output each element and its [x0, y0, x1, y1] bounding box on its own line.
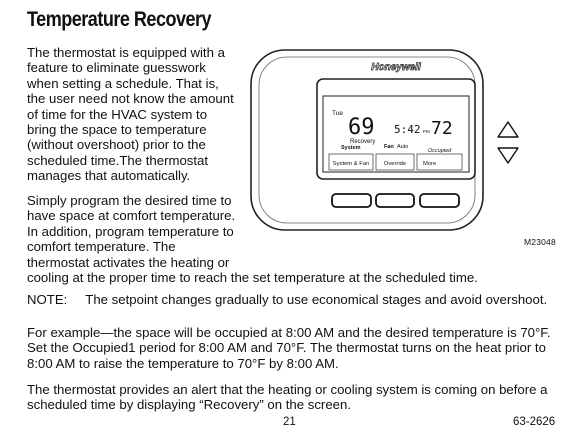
program-line: cooling at the proper time to reach the set temperature at the scheduled time.: [27, 270, 478, 286]
page-number: 21: [283, 416, 296, 428]
intro-line: (without overshoot) prior to the: [27, 137, 206, 153]
intro-line: when setting a schedule. That is,: [27, 75, 219, 91]
time-readout: 5:42: [394, 123, 421, 136]
program-line: thermostat activates the heating or: [27, 254, 230, 270]
brand-logo: Honeywell: [371, 62, 421, 73]
program-line: comfort temperature. The: [27, 239, 176, 255]
intro-line: the user need not know the amount: [27, 91, 234, 107]
up-arrow-icon: [498, 122, 518, 137]
note-paragraph: [27, 292, 547, 307]
recovery-indicator: Recovery: [350, 139, 376, 145]
document-number: 63-2626: [513, 416, 556, 428]
program-line: Simply program the desired time to: [27, 193, 232, 208]
intro-line: of time for the HVAC system to: [27, 106, 208, 122]
alert-paragraph: [27, 382, 547, 413]
intro-paragraph: [27, 45, 234, 184]
intro-line: feature to eliminate guesswork: [27, 60, 206, 76]
note-label: NOTE:: [27, 292, 68, 307]
setpoint-readout: 72: [431, 118, 453, 139]
softkey-label: System & Fan: [332, 161, 370, 167]
program-line: have space at comfort temperature.: [27, 208, 236, 224]
note-text: The setpoint changes gradually to use economical stages and avoid overshoot.: [85, 292, 548, 307]
intro-line: The thermostat is equipped with a: [27, 45, 225, 60]
intro-line: scheduled time.The thermostat: [27, 152, 209, 168]
fan-mode: Auto: [397, 144, 409, 150]
softkey-button: [376, 194, 414, 207]
day-readout: Tue: [332, 110, 343, 117]
down-arrow-icon: [498, 148, 518, 163]
time-suffix: PM: [423, 129, 430, 134]
thermostat-illustration: [245, 44, 545, 244]
softkey-button: [332, 194, 371, 207]
system-label: System: [341, 145, 361, 151]
example-line: 8:00 AM to raise the temperature to 70°F by 8:00 AM.: [27, 355, 339, 371]
example-line: Set the Occupied1 period for 8:00 AM and 70°F. The thermostat turns on the heat prior to: [27, 340, 546, 356]
softkey-button: [420, 194, 459, 207]
softkey-label: More: [423, 161, 437, 167]
fan-label: Fan: [384, 144, 394, 150]
occupied-indicator: Occupied: [428, 148, 452, 154]
intro-line: bring the space to temperature: [27, 122, 207, 138]
page-heading: Temperature Recovery: [27, 8, 212, 31]
figure-number: M23048: [524, 237, 556, 247]
program-line: In addition, program temperature to: [27, 223, 234, 239]
alert-line: The thermostat provides an alert that the heating or cooling system is coming on before a: [27, 382, 548, 397]
example-line: For example—the space will be occupied at 8:00 AM and the desired temperature is 70°F.: [27, 325, 551, 340]
example-paragraph: [27, 325, 551, 371]
softkey-label: Override: [383, 161, 407, 167]
alert-line: scheduled time by displaying “Recovery” on the screen.: [27, 397, 351, 413]
intro-line: manages that automatically.: [27, 168, 191, 184]
temperature-readout: 69: [348, 115, 375, 140]
